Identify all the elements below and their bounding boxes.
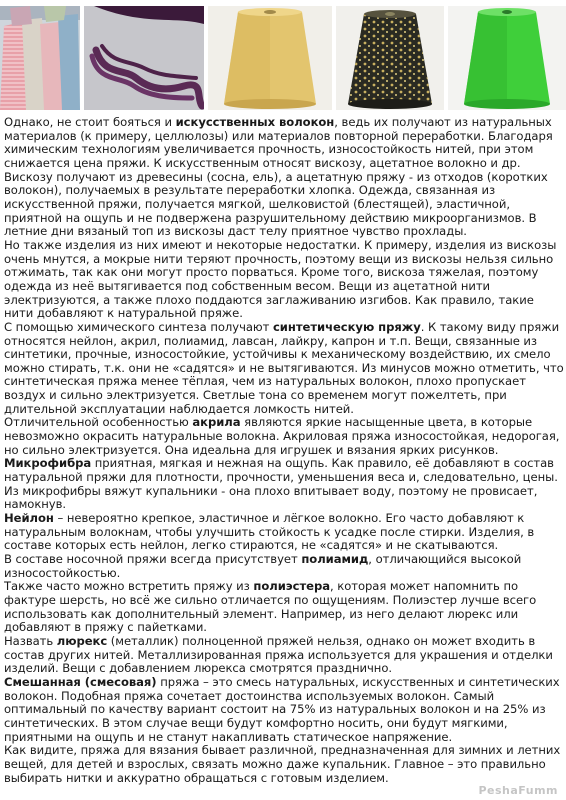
text-run: пряжа – это смесь натуральных, искусственных и синтетических волокон. Подобная пряжа сочетает достоинства используемых волокон. Самый оптимальный по качеству вариант состоит на 75% из натуральных волокон и на 25% из синтетических. В этом случае вещи будут комфортно носить, они будут мягкими, приятными на ощупь и не станут накапливать статическое напряжение.: [4, 674, 560, 744]
text-run: являются яркие насыщенные цвета, в которые невозможно окрасить натуральные волокна. Акриловая пряжа износостойкая, недорогая, но сильно электризуется. Она идеальна для игрушек и вязания ярких рисунков.: [4, 415, 560, 457]
yarn-photo-strip: [0, 0, 566, 113]
purple-yarn-strand-photo: [84, 6, 204, 110]
paragraph: [4, 321, 565, 417]
yellow-yarn-cone-photo: [208, 6, 332, 110]
paragraph: [4, 580, 565, 635]
article-body: [4, 116, 565, 800]
text-run: , которая может напомнить по фактуре шерсть, но всё же сильно отличается по ощущениям. Полиэстер лучше всего использовать как дополнительный элемент. Например, из него делают люрекс или добавляют в пряжу с пайетками.: [4, 579, 537, 635]
bold-term: Микрофибра: [4, 456, 92, 471]
text-run: Также часто можно встретить пряжу из: [4, 579, 254, 594]
multicolor-yarn-cones-photo: [0, 6, 80, 110]
text-run: Но также изделия из них имеют и некоторые недостатки. К примеру, изделия из вискозы очень мнутся, а мокрые нити теряют прочность, поэтому вещи из вискозы нельзя сильно отжимать, так как они могут просто порваться. Кроме того, вискоза тяжелая, поэтому одежда из неё вытягивается под собственным весом. Вещи из ацетатной нити электризуются, а также плохо поддаются заглаживанию изгибов. Как правило, такие нити добавляют к натуральной пряже.: [4, 237, 557, 321]
paragraph: [4, 416, 565, 457]
text-run: С помощью химического синтеза получают: [4, 319, 273, 334]
bold-term: Смешанная (смесовая): [4, 674, 157, 689]
text-run: Как видите, пряжа для вязания бывает различной, предназначенная для зимних и летних вещей, для детей и взрослых, связать можно даже купальник. Главное – это правильно выбирать нитки и аккуратно обращаться с готовым изделием.: [4, 743, 561, 785]
text-run: , отличающийся высокой износостойкостью.: [4, 552, 522, 580]
bold-term: Нейлон: [4, 511, 54, 526]
paragraph: [4, 512, 565, 553]
text-run: , ведь их получают из натуральных материалов (к примеру, целлюлозы) или материалов повторной переработки. Благодаря химическим технологиям увеличивается прочность, износостойкость нитей, при этом снижается цена пряжи. К искусственным относят вискозу, ацетатное волокно и др. Вискозу получают из древесины (сосна, ель), а ацетатную пряжу - из отходов (коротких волокон), получаемых в результате переработки хлопка. Одежда, связанная из искусственной пряжи, получается мягкой, шелковистой (блестящей), эластичной, приятной на ощупь и не подвержена разрушительному действию микроорганизмов. В летние дни вязаный топ из вискозы даст телу приятное чувство прохлады.: [4, 116, 553, 239]
bold-term: полиамид: [301, 552, 369, 566]
text-run: приятная, мягкая и нежная на ощупь. Как правило, её добавляют в состав натуральной пряжи для плотности, прочности, уменьшения веса и, следовательно, цены. Из микрофибры вяжут купальники - она плохо впитывает воду, поэтому не провисает, намокнув.: [4, 456, 558, 512]
paragraph: [4, 116, 565, 239]
paragraph: [4, 553, 565, 580]
text-run: . К такому виду пряжи относятся нейлон, акрил, полиамид, лавсан, лайкру, капрон и т.п. Вещи, связанные из синтетики, прочные, износостойкие, устойчивы к механическому воздействию, их смело можно стирать, т.к. они не «садятся» и не вытягиваются. Из минусов можно отметить, что синтетическая пряжа менее тёплая, чем из натуральных волокон, плохо пропускает воздух и сильно электризуется. Светлые тона со временем могут пожелтеть, при длительной эксплуатации наблюдается ломкость нитей.: [4, 319, 564, 416]
paragraph: [4, 635, 565, 676]
text-run: Назвать: [4, 633, 57, 648]
bold-term: акрила: [192, 415, 241, 430]
text-run: (металлик) полноценной пряжей нельзя, однако он может входить в состав других нитей. Металлизированная пряжа используется для украшения и отделки изделий. Вещи с добавлением люрекса смотрятся празднично.: [4, 633, 553, 676]
paragraph: [4, 744, 565, 785]
watermark: PeshaFumm: [478, 784, 558, 797]
text-run: Отличительной особенностью: [4, 415, 193, 430]
bold-term: искусственных волокон: [175, 116, 335, 129]
bold-term: синтетическую пряжу: [272, 319, 421, 334]
bold-term: полиэстера: [253, 579, 330, 594]
text-run: Однако, не стоит бояться и: [4, 116, 176, 129]
bold-term: люрекс: [56, 633, 108, 648]
paragraph: [4, 457, 565, 512]
paragraph: [4, 239, 565, 321]
text-run: В составе носочной пряжи всегда присутствует: [4, 552, 302, 566]
green-yarn-cone-photo: [448, 6, 566, 110]
paragraph: [4, 676, 565, 744]
text-run: – невероятно крепкое, эластичное и лёгкое волокно. Его часто добавляют к натуральным волокнам, чтобы улучшить стойкость к усадке после стирки. Изделия, в составе которых есть нейлон, легко стираются, не «садятся» и не скатываются.: [4, 511, 535, 553]
black-gold-yarn-cone-photo: [336, 6, 444, 110]
